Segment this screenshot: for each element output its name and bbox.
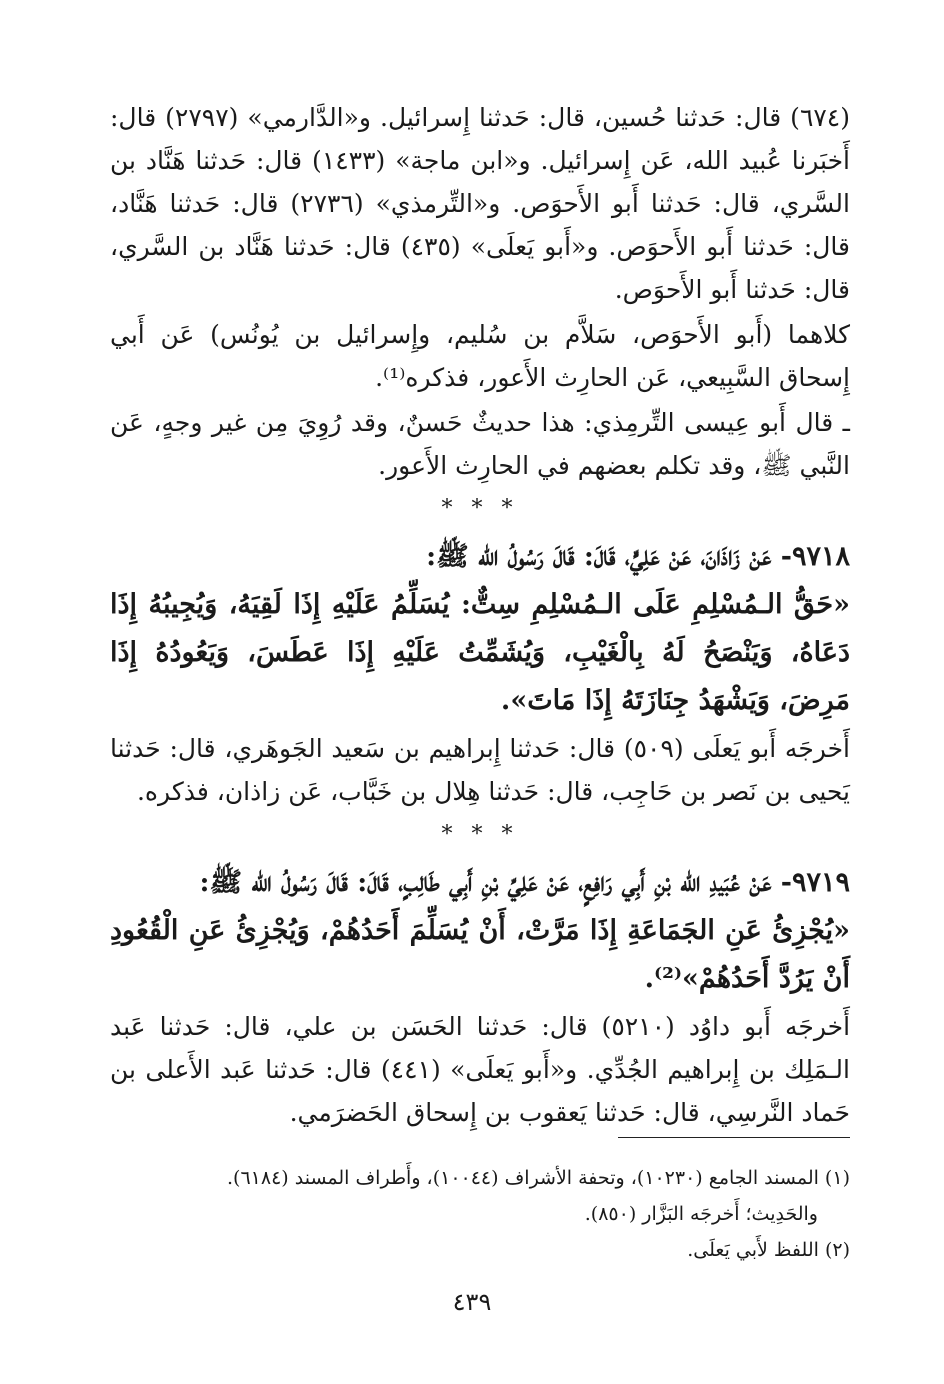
footnote-1-continuation: والحَدِيث؛ أَخرجَه البَزَّار (٨٥٠). — [584, 1203, 818, 1225]
footnotes — [110, 1160, 850, 1268]
page-number: ٤٣٩ — [452, 1288, 492, 1316]
hadith-9718-heading: ٩٧١٨- عَنْ زَاذَانَ، عَنْ عَلِيٍّ، قَالَ: قَالَ رَسُولُ الله ﷺ: — [426, 541, 850, 572]
hadith-9719-heading: ٩٧١٩- عَنْ عُبَيدِ الله بْنِ أَبِي رَافِعٍ، عَنْ عَلِيِّ بْنِ أَبِي طَالِبٍ، قَالَ: قَالَ رَسُولُ الله ﷺ: — [199, 867, 850, 898]
hadith-9718-text: «حَقُّ الـمُسْلِمِ عَلَى الـمُسْلِمِ سِتٌّ: يُسَلِّمُ عَلَيْهِ إِذَا لَقِيَهُ، وَيُجِيبُهُ إِذَا دَعَاهُ، وَيَنْصَحُ لَهُ بِالْغَيْبِ، وَيُشَمِّتُ عَلَيْهِ إِذَا عَطَسَ، وَيَعُودُهُ إِذَا مَرِضَ، وَيَشْهَدُ جِنَازَتَهُ إِذَا مَاتَ». — [110, 589, 850, 716]
hadith-9719-text: «يُجْزِئُ عَنِ الجَمَاعَةِ إِذَا مَرَّتْ، أَنْ يُسَلِّمَ أَحَدُهُمْ، وَيُجْزِئُ عَنِ الْقُعُودِ أَنْ يَرُدَّ أَحَدُهُمْ»⁽²⁾. — [110, 915, 850, 994]
hadith-9719-takhrij: أَخرجَه أَبو داوُد (٥٢١٠) قال: حَدثنا الحَسَن بن علي، قال: حَدثنا عَبد الـمَلِك بن إِبراهيم الجُدِّي. و«أَبو يَعلَى» (٤٤١) قال: حَدثنا عَبد الأَعلى بن حَماد النَّرسِي، قال: حَدثنا يَعقوب بن إِسحاق الحَضرَمي. — [110, 1012, 851, 1127]
takhrij-paragraph-674: (٦٧٤) قال: حَدثنا حُسين، قال: حَدثنا إِسرائيل. و«الدَّارمي» (٢٧٩٧) قال: أَخبَرنا عُبيد الله، عَن إِسرائيل. و«ابن ماجة» (١٤٣٣) قال: حَدثنا هَنَّاد بن السَّري، قال: حَدثنا أَبو الأَحوَص. و«التِّرمذي» (٢٧٣٦) قال: حَدثنا هَنَّاد، قال: حَدثنا أَبو الأَحوَص. و«أَبو يَعلَى» (٤٣٥) قال: حَدثنا هَنَّاد بن السَّري، قال: حَدثنا أَبو الأَحوَص. — [110, 103, 851, 304]
footnote-1: (١) المسند الجامع (١٠٢٣٠)، وتحفة الأشراف (١٠٠٤٤)، وأَطراف المسند (٦١٨٤). — [227, 1167, 850, 1189]
main-text — [110, 96, 850, 1134]
tirmidhi-comment-paragraph: ـ قال أَبو عِيسى التِّرمِذي: هذا حديثٌ حَسنٌ، وقد رُوِيَ مِن غير وجهٍ، عَن النَّبي ﷺ، وقد تكلم بعضهم في الحارِث الأَعور. — [110, 408, 850, 480]
footnote-2: (٢) اللفظ لأَبي يَعلَى. — [687, 1239, 850, 1261]
hadith-9718-takhrij: أَخرجَه أَبو يَعلَى (٥٠٩) قال: حَدثنا إِبراهيم بن سَعيد الجَوهَري، قال: حَدثنا يَحيى بن نَصر بن حَاجِب، قال: حَدثنا هِلال بن خَبَّاب، عَن زاذان، فذكره. — [110, 734, 850, 806]
section-separator: * * * — [441, 496, 519, 521]
footnote-divider — [618, 1137, 850, 1138]
section-separator: * * * — [441, 822, 519, 847]
isnad-summary-paragraph: كلاهما (أَبو الأَحوَص، سَلاَّم بن سُليم، وإِسرائيل بن يُونُس) عَن أَبي إِسحاق السَّبِيعي، عَن الحارِث الأَعور، فذكره⁽¹⁾. — [110, 320, 850, 392]
